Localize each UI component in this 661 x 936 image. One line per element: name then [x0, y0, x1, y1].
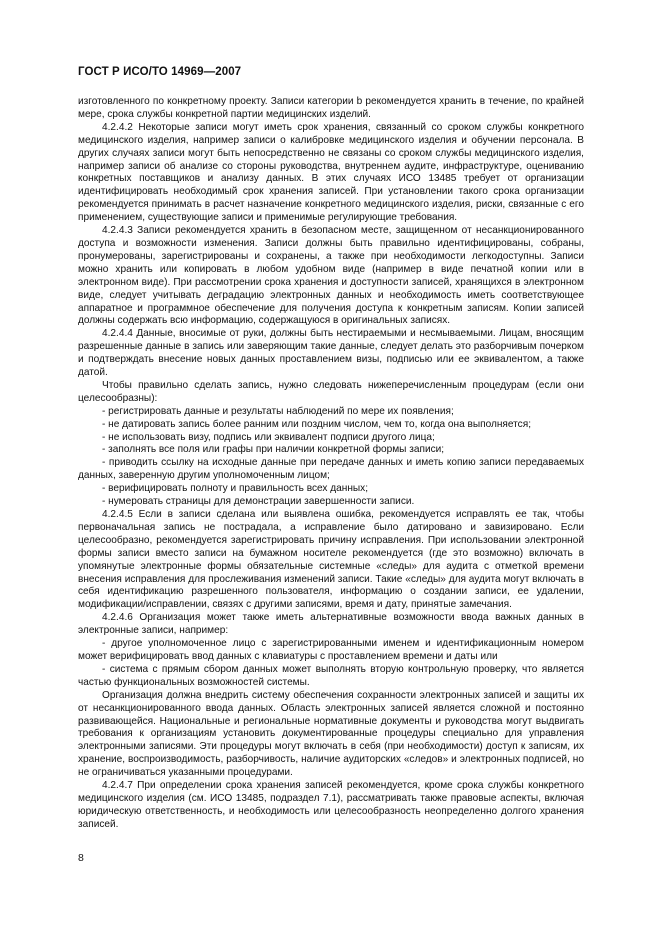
list-item: - заполнять все поля или графы при наличии конкретной формы записи; — [102, 444, 445, 456]
page-header-title: ГОСТ Р ИСО/ТО 14969—2007 — [78, 66, 242, 78]
list-item: - приводить ссылку на исходные данные при передаче данных и иметь копию записи передаваемых данных, заверенную другим уполномоченным лицом; — [78, 457, 584, 482]
document-body — [78, 96, 584, 832]
list-item: - регистрировать данные и результаты наблюдений по мере их появления; — [102, 405, 454, 417]
paragraph: 4.2.4.6 Организация может также иметь альтернативные возможности ввода важных данных в электронные записи, например: — [78, 612, 584, 637]
page-number: 8 — [78, 852, 84, 864]
list-item: - не использовать визу, подпись или эквивалент подписи другого лица; — [102, 431, 435, 443]
list-item: - система с прямым сбором данных может выполнять вторую контрольную проверку, что является частью функциональных возможностей системы. — [78, 663, 584, 688]
paragraph: изготовленного по конкретному проекту. Записи категории b рекомендуется хранить в течение, по крайней мере, срока службы конкретной партии медицинских изделий. — [78, 96, 584, 120]
list-item: - верифицировать полноту и правильность всех данных; — [102, 483, 369, 495]
paragraph: 4.2.4.2 Некоторые записи могут иметь срок хранения, связанный со сроком службы конкретного медицинского изделия, например записи о калибровке медицинского изделия и обучении персонала. В других случаях записи могут быть непосредственно не связаны со сроком службы медицинского изделия, например записи об анализе со стороны руководства, внутреннем аудите, инфраструктуре, оцениванию конкретных поставщиков и анализу данных. В этих случаях ИСО 13485 требует от организации идентифицировать необходимый срок хранения записей. При установлении такого срока организации рекомендуется принимать в расчет назначение конкретного медицинского изделия, риски, связанные с его применением, существующие записи и применимые регулирующие требования. — [78, 121, 584, 224]
list-item: - нумеровать страницы для демонстрации завершенности записи. — [102, 496, 415, 508]
paragraph: Чтобы правильно сделать запись, нужно следовать нижеперечисленным процедурам (если они целесообразны): — [78, 379, 584, 404]
paragraph: 4.2.4.4 Данные, вносимые от руки, должны быть нестираемыми и несмываемыми. Лицам, вносящим разрешенные данные в запись или заверяющим такие данные, следует делать это разборчивым почерком и подтверждать внесение новых данных проставлением визы, подписью или ее эквивалентом, а также датой. — [78, 328, 584, 379]
paragraph: 4.2.4.3 Записи рекомендуется хранить в безопасном месте, защищенном от несанкционированного доступа и возможности изменения. Записи должны быть правильно идентифицированы, собраны, пронумерованы, зарегистрированы и сохранены, а также при необходимости легкодоступны. Записи можно хранить или копировать в любом удобном виде (например в виде печатной копии или в электронном виде). При рассмотрении срока хранения и доступности записей, хранящихся в электронном виде, следует учитывать деградацию электронных данных и необходимость иметь соответствующее аппаратное и программное обеспечение для получения доступа к конкретным записям. Копии записей должны содержать всю информацию, содержащуюся в оригинальных записях. — [78, 225, 584, 327]
list-item: - другое уполномоченное лицо с зарегистрированными именем и идентификационным номером может верифицировать ввод данных с клавиатуры с проставлением времени и даты или — [78, 638, 584, 662]
paragraph: 4.2.4.5 Если в записи сделана или выявлена ошибка, рекомендуется исправлять ее так, чтобы первоначальная запись не пострадала, а исправление было датировано и завизировано. Если целесообразно, рекомендуется зарегистрировать причину исправления. При использовании электронной формы записи вместо записи на бумажном носителе рекомендуется (где это возможно) включать в упомянутые электронные формы обязательные системные «следы» для аудита с отметкой времени внесения исправления для прослеживания изменений записи. Такие «следы» для аудита могут включать в себя идентификацию разрешенного пользователя, информацию о создании записи, ее удалении, модификации/исправлении, связях с другими записями, время и дату, принятые замечания. — [78, 509, 584, 611]
list-item: - не датировать запись более ранним или поздним числом, чем то, когда она выполняется; — [102, 418, 532, 430]
paragraph: 4.2.4.7 При определении срока хранения записей рекомендуется, кроме срока службы конкретного медицинского изделия (см. ИСО 13485, подраздел 7.1), рассматривать также правовые аспекты, включая юридическую ответственность, и необходимость или целесообразность неопределенно долгого хранения записей. — [78, 780, 584, 830]
paragraph: Организация должна внедрить систему обеспечения сохранности электронных записей и защиты их от несанкционированного ввода данных. Область электронных записей является сложной и постоянно развивающейся. Национальные и региональные нормативные документы и руководства могут выдвигать требования к организациям установить документированные процедуры специально для управления электронными записями. Эти процедуры могут включать в себя (при необходимости) доступ к записям, их хранение, воспроизводимость, разборчивость, наличие аудиторских «следов» и электронных подписей, но не ограничиваться указанными процедурами. — [78, 689, 584, 779]
